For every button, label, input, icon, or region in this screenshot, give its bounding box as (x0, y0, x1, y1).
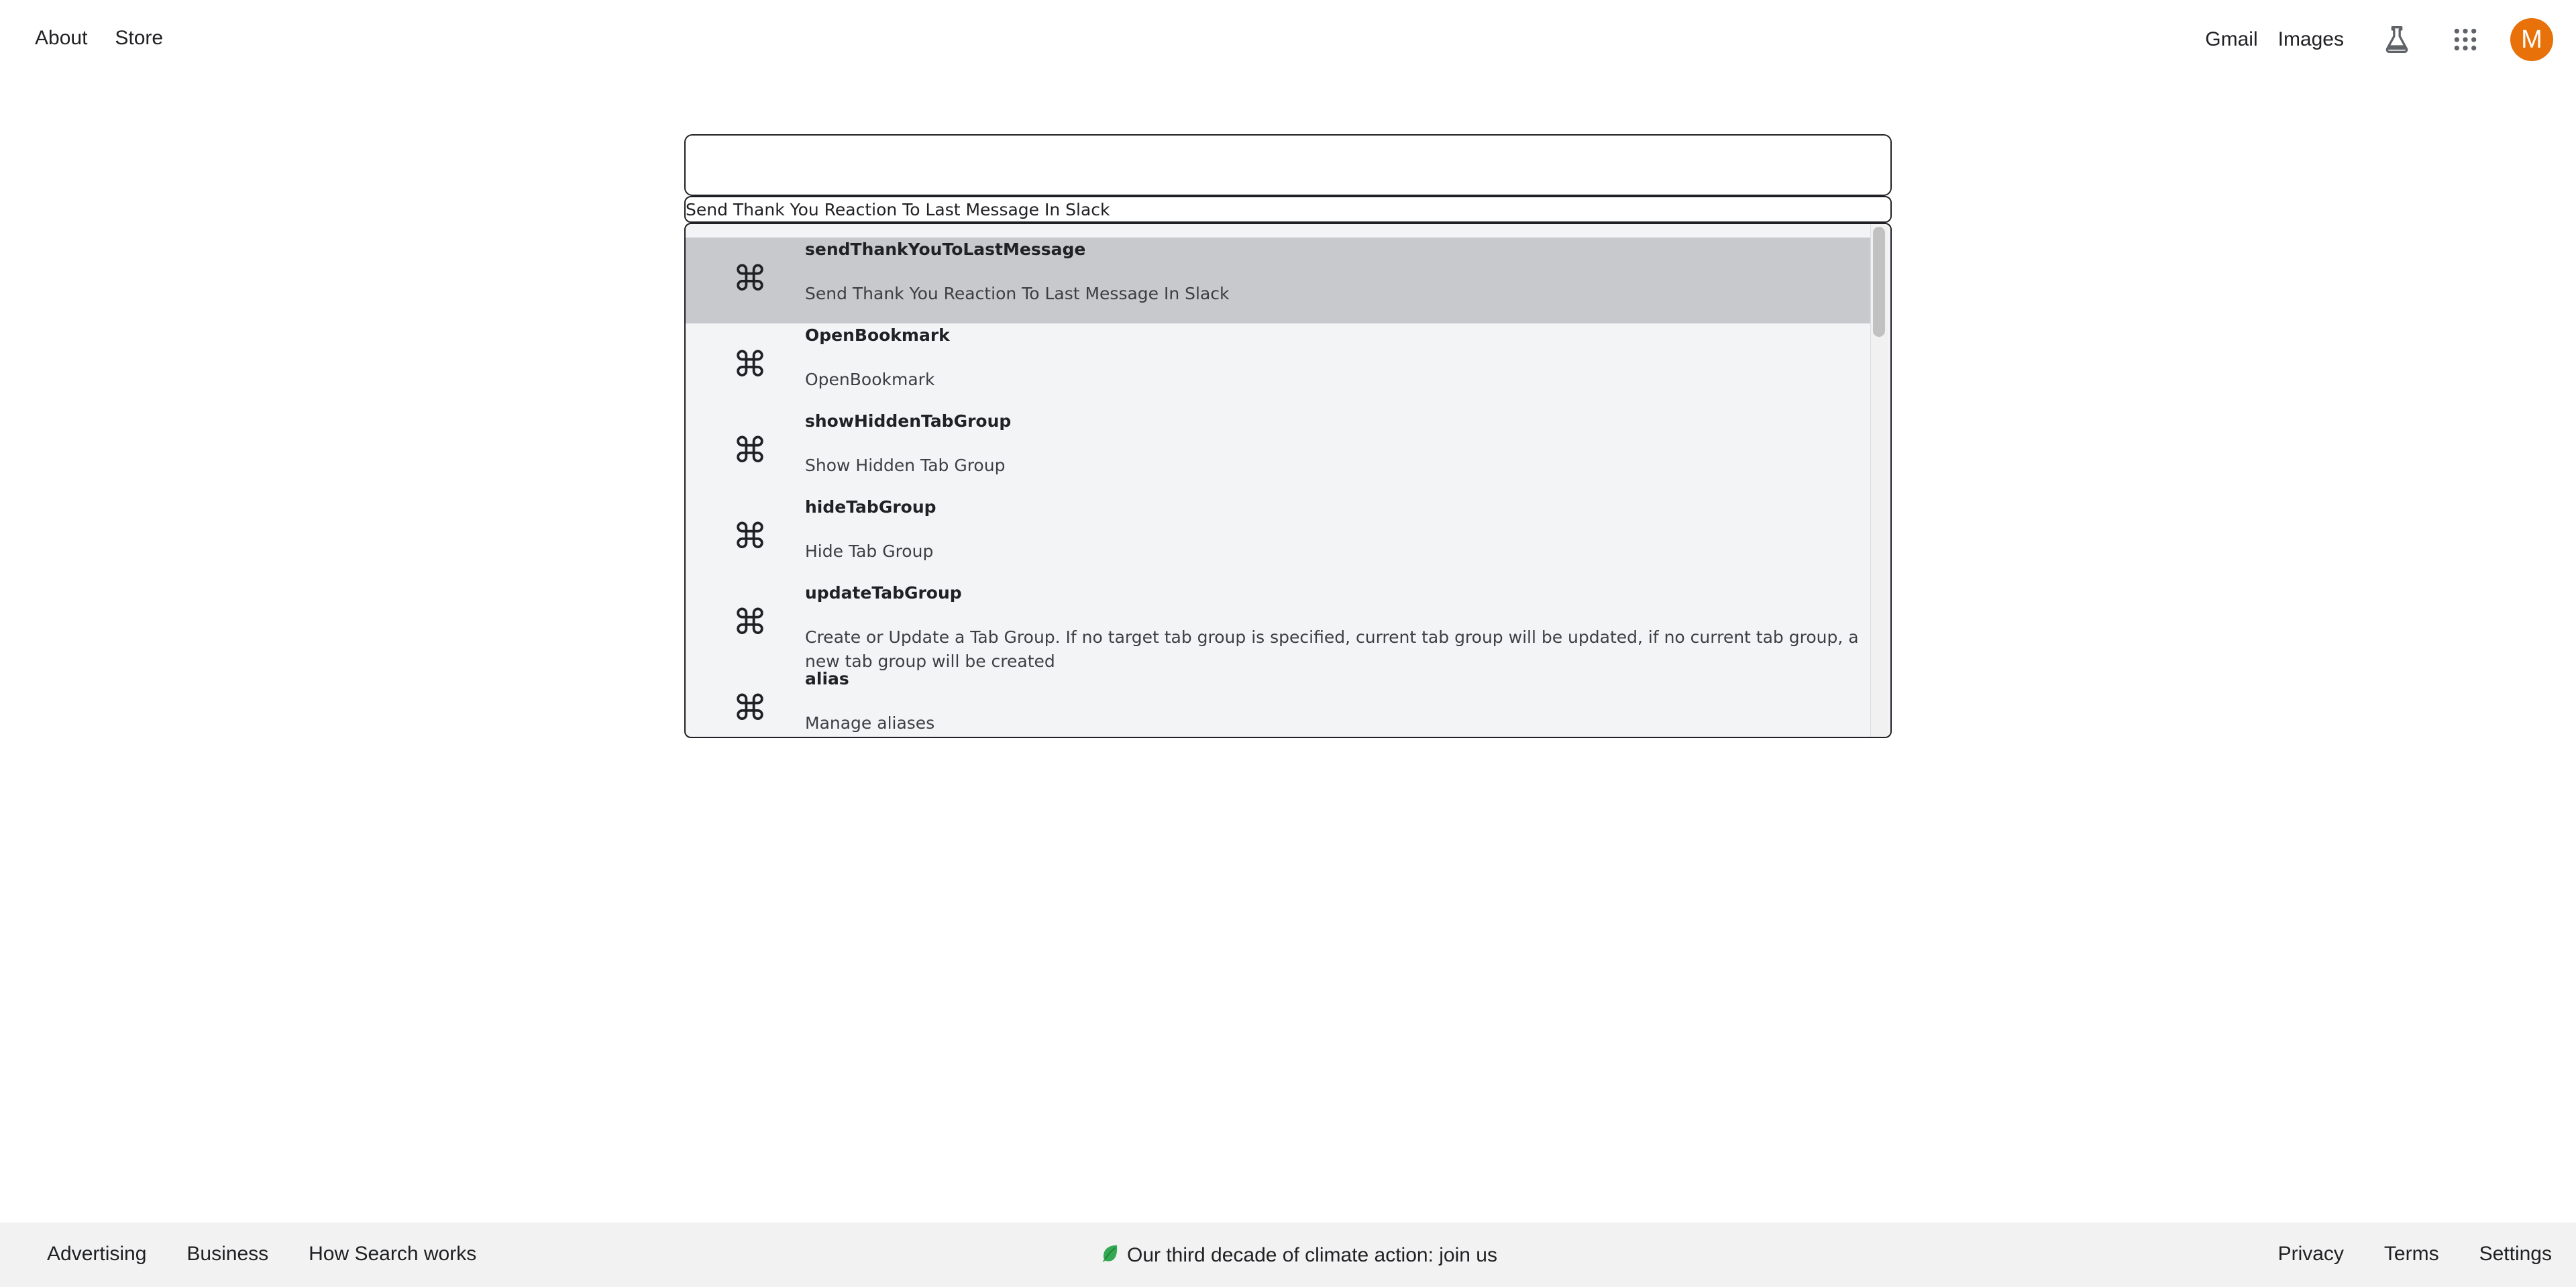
footer-left-links (47, 1243, 476, 1266)
climate-link-container (1100, 1243, 1497, 1268)
item-description: OpenBookmark (805, 370, 935, 389)
command-icon: ⌘ (733, 603, 767, 643)
search-box[interactable] (684, 134, 1892, 196)
top-left-nav (35, 27, 163, 50)
about-link[interactable]: About (35, 27, 88, 49)
list-item[interactable] (686, 323, 1872, 409)
scrollbar-thumb[interactable] (1873, 227, 1885, 337)
item-description: Create or Update a Tab Group. If no target tab group is specified, current tab group will be updated, if no current tab group, a new tab group will be created (805, 627, 1859, 671)
flask-icon[interactable] (2377, 20, 2416, 59)
business-link[interactable]: Business (186, 1243, 269, 1265)
list-item[interactable] (686, 238, 1872, 323)
leaf-icon (1100, 1243, 1120, 1268)
item-name: sendThankYouToLastMessage (805, 240, 1086, 259)
terms-link[interactable]: Terms (2383, 1243, 2439, 1265)
item-name: showHiddenTabGroup (805, 411, 1012, 431)
list-item[interactable] (686, 409, 1872, 495)
store-link[interactable]: Store (115, 27, 164, 49)
privacy-link[interactable]: Privacy (2277, 1243, 2344, 1265)
command-icon: ⌘ (733, 345, 767, 385)
item-name: updateTabGroup (805, 583, 962, 603)
item-description: Send Thank You Reaction To Last Message In Slack (805, 284, 1230, 303)
command-palette-input[interactable] (684, 196, 1892, 223)
apps-grid-icon[interactable] (2446, 20, 2485, 59)
list-item[interactable] (686, 495, 1872, 581)
command-icon: ⌘ (733, 688, 767, 729)
item-description: Show Hidden Tab Group (805, 456, 1006, 475)
item-description: Hide Tab Group (805, 542, 934, 561)
results-items (686, 238, 1872, 738)
settings-link[interactable]: Settings (2479, 1243, 2552, 1265)
avatar[interactable]: M (2510, 18, 2553, 61)
top-right-nav (2205, 20, 2553, 59)
item-name: OpenBookmark (805, 325, 950, 345)
footer-right-links (2278, 1243, 2552, 1266)
gmail-link[interactable]: Gmail (2205, 28, 2258, 50)
command-icon: ⌘ (733, 259, 767, 299)
item-name: hideTabGroup (805, 497, 936, 517)
item-description: Manage aliases (805, 713, 935, 733)
item-name: alias (805, 669, 849, 688)
images-link[interactable]: Images (2277, 28, 2344, 50)
command-icon: ⌘ (733, 431, 767, 471)
how-search-works-link[interactable]: How Search works (309, 1243, 477, 1265)
list-item[interactable] (686, 581, 1872, 671)
command-results-list (684, 223, 1892, 738)
command-icon: ⌘ (733, 517, 767, 557)
footer (0, 1223, 2576, 1287)
climate-action-link[interactable]: Our third decade of climate action: join us (1127, 1244, 1497, 1266)
list-item[interactable] (686, 667, 1872, 738)
advertising-link[interactable]: Advertising (47, 1243, 147, 1265)
